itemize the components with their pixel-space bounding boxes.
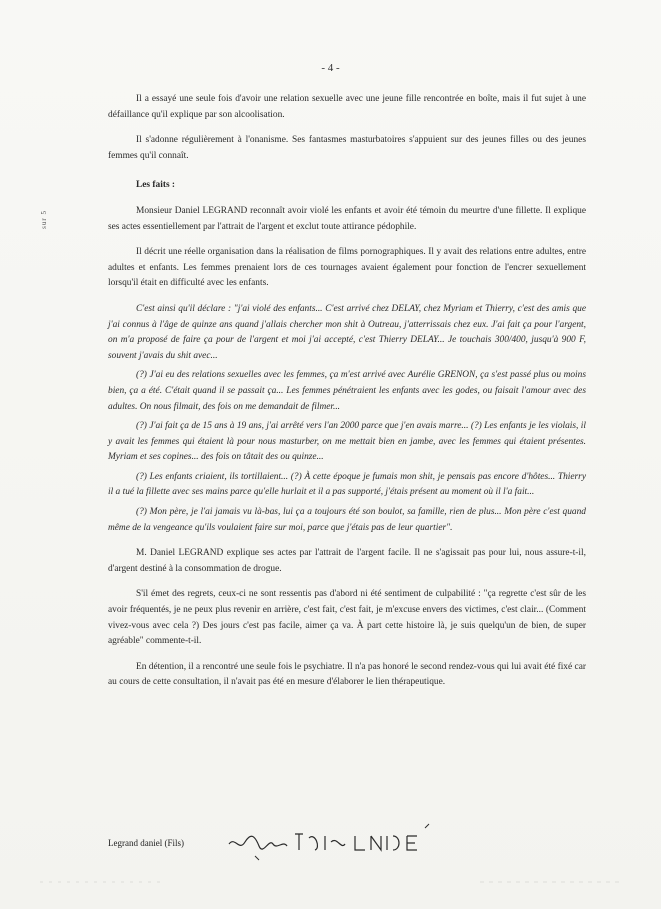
quote-paragraph-2: (?) J'ai eu des relations sexuelles avec les femmes, ça m'est arrivé avec Aurélie GRENON, ça s'est passé plus ou moins bien, ça a été. C'était quand il se passait ça... Les femmes pénétraient les enfants avec les godes, ou faisait l'amour avec des adultes. On nous filmait, des fois on me demandait de filmer... bbox=[108, 370, 586, 412]
after-paragraph-1: M. Daniel LEGRAND explique ses actes par l'attrait de l'argent facile. Il ne s'agissait pas pour lui, nous assure-t-il, d'argent destiné à la consommation de drogue. bbox=[108, 548, 586, 574]
footer-label: Legrand daniel (Fils) bbox=[108, 838, 184, 848]
document-body bbox=[108, 92, 586, 701]
handwritten-signature bbox=[225, 822, 455, 862]
scan-noise bbox=[40, 878, 620, 886]
page-number: - 4 - bbox=[321, 62, 340, 74]
facts-paragraph-2: Il décrit une réelle organisation dans la réalisation de films pornographiques. Il y avait des relations entre adultes, entre adultes et enfants. Les femmes prenaient lors de ces tournages avaient également pour fonction de l'encrer sexuellement lorsqu'il était en difficulté avec les enfants. bbox=[108, 247, 586, 289]
quote-paragraph-3: (?) J'ai fait ça de 15 ans à 19 ans, j'ai arrêté vers l'an 2000 parce que j'en avais marre... (?) Les enfants je les violais, il y avait les femmes qui étaient là pour nous masturber, on me mettait bien en jambe, avec les femmes qui étaient présentes. Myriam et ses copines... des fois on tâtait des ou quinze... bbox=[108, 421, 586, 463]
quote-paragraph-1: C'est ainsi qu'il déclare : "j'ai violé des enfants... C'est arrivé chez DELAY, chez Myriam et Thierry, c'est des amis que j'ai connus à l'âge de quinze ans quand j'allais chercher mon shit à Outreau, j'atterrissais chez eux. J'ai fait ça pour l'argent, on m'a proposé de faire ça pour de l'argent et moi j'ai accepté, c'est Thierry DELAY... Je touchais 300/400, jusqu'à 900 F, souvent j'avais du shit avec... bbox=[108, 303, 586, 361]
intro-paragraph-1: Il a essayé une seule fois d'avoir une relation sexuelle avec une jeune fille rencontrée en boîte, mais il fut sujet à une défaillance qu'il explique par son alcoolisation. bbox=[108, 94, 586, 120]
intro-paragraph-2: Il s'adonne régulièrement à l'onanisme. Ses fantasmes masturbatoires s'appuient sur des jeunes filles ou des jeunes femmes qu'il connaît. bbox=[108, 135, 586, 161]
after-paragraph-3: En détention, il a rencontré une seule fois le psychiatre. Il n'a pas honoré le second rendez-vous qui lui avait été fixé car au cours de cette consultation, il n'avait pas été en mesure d'élaborer le lien thérapeutique. bbox=[108, 661, 586, 688]
after-paragraph-2: S'il émet des regrets, ceux-ci ne sont ressentis pas d'abord ni été sentiment de culpabilité : "ça regrette c'est sûr de les avoir fréquentés, je ne peux plus revenir en arrière, c'est fait, c'est fait, je m'excuse envers des victimes, c'est clair... (Comment vivez-vous avec cela ?) Des jours c'est pas facile, aimer ça va. À part cette histoire là, je suis quelqu'un de bien, de super agréable" commente-t-il. bbox=[108, 589, 586, 647]
quote-paragraph-5: (?) Mon père, je l'ai jamais vu là-bas, lui ça a toujours été son boulot, sa famille, rien de plus... Mon père c'est quand même de la vengeance qu'ils voulaient faire sur moi, parce que j'étais pas de leur quartier". bbox=[108, 507, 586, 533]
margin-annotation: sur 5 bbox=[40, 210, 48, 229]
facts-paragraph-1: Monsieur Daniel LEGRAND reconnaît avoir violé les enfants et avoir été témoin du meurtre d'une fillette. Il explique ses actes essentiellement par l'attrait de l'argent et exclut toute attirance pédophile. bbox=[108, 205, 586, 232]
section-heading-facts: Les faits : bbox=[136, 180, 176, 191]
quote-paragraph-4: (?) Les enfants criaient, ils tortillaient... (?) À cette époque je fumais mon shit, je pensais pas encore d'hôtes... Thierry il a tué la fillette avec ses mains parce qu'elle hurlait et il a pas supporté, j'étais présent au moment où il l'a fait... bbox=[108, 471, 586, 498]
